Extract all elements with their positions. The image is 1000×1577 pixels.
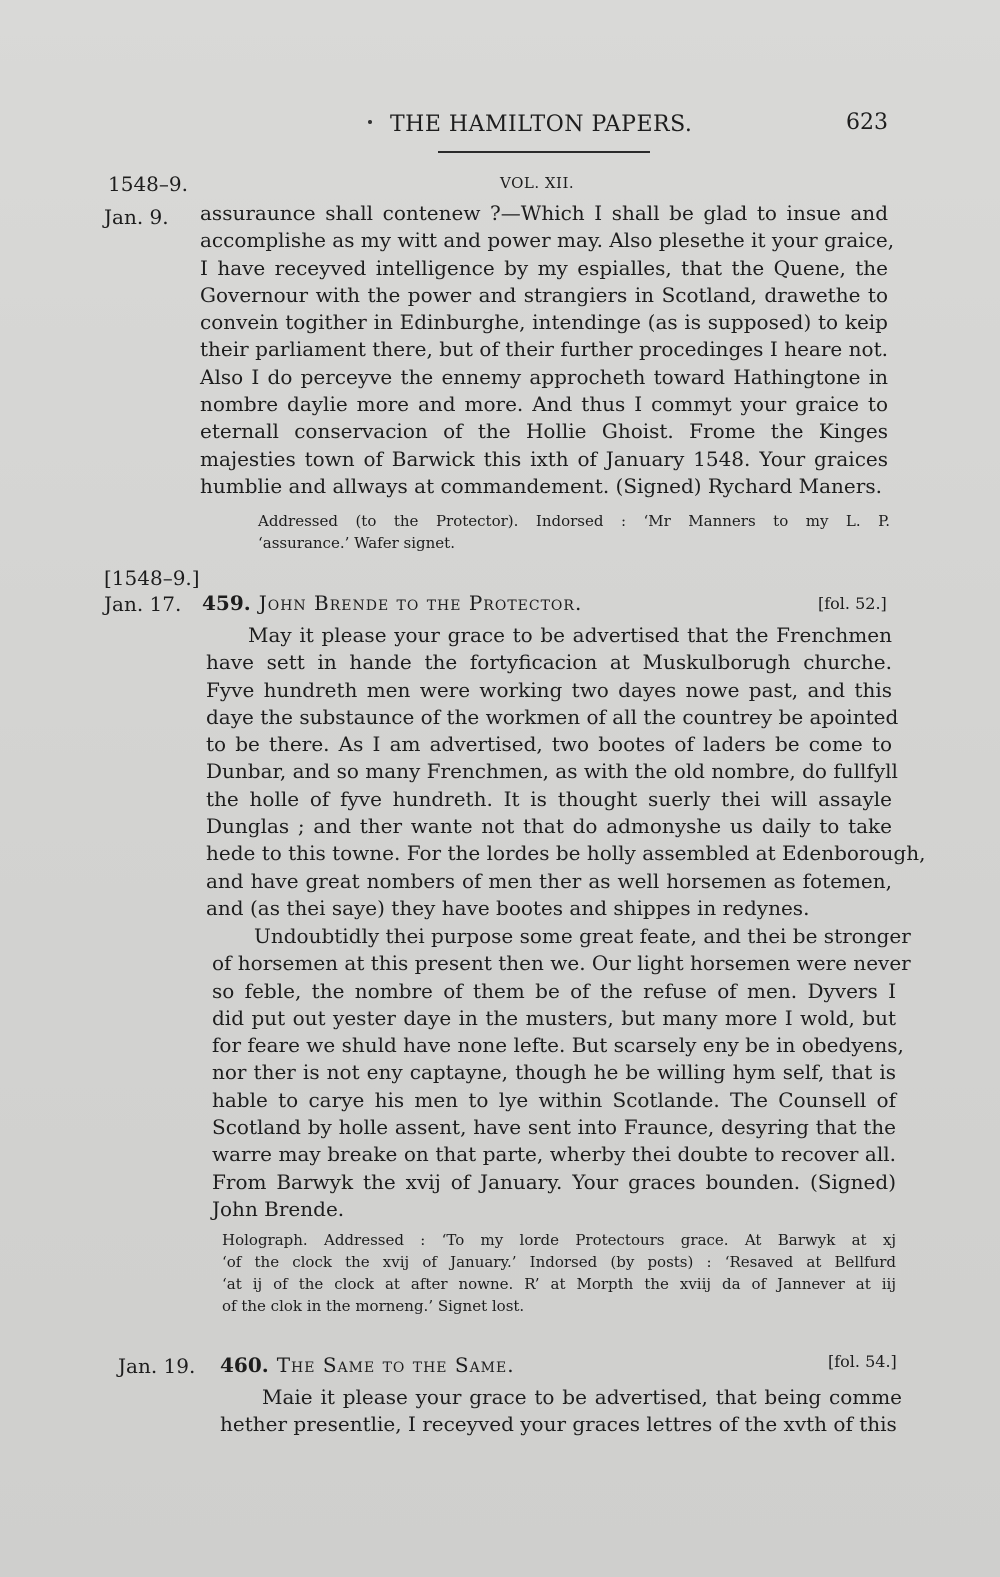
text-line: eternall conservacion of the Hollie Ghoist. Frome the Kinges [200, 419, 888, 444]
text-line: hether presentlie, I receyved your graces lettres of the xvth of this [220, 1412, 897, 1437]
margin-date-jan19: Jan. 19. [118, 1354, 196, 1378]
text-line: Dunbar, and so many Frenchmen, as with the old nombre, do fullfyll [206, 759, 898, 784]
text-line: Undoubtidly thei purpose some great feate, and thei be stronger [254, 924, 911, 948]
margin-date-jan17: Jan. 17. [104, 592, 182, 616]
text-line: Dunglas ; and ther wante not that do admonyshe us daily to take [206, 814, 892, 839]
page-number: 623 [846, 110, 888, 135]
text-line: ‘of the clock the xvij of January.’ Indorsed (by posts) : ‘Resaved at Bellfurd [222, 1253, 896, 1271]
print-speck [368, 120, 372, 124]
letter-459-note [222, 1229, 896, 1317]
letter-460-heading [220, 1353, 515, 1377]
text-line: of the clok in the morneng.’ Signet lost. [222, 1297, 525, 1315]
text-line: ‘at ij of the clock at after nowne. R’ at Morpth the xviij da of Jannever at iij [222, 1275, 896, 1293]
text-line: From Barwyk the xvij of January. Your graces bounden. (Signed) [212, 1169, 896, 1194]
letter-459-para1 [206, 622, 926, 922]
text-line: May it please your grace to be advertised that the Frenchmen [248, 623, 892, 647]
text-line: John Brende. [212, 1196, 345, 1221]
text-line: Addressed (to the Protector). Indorsed : ‘Mr Manners to my L. P. [258, 512, 890, 530]
letter-460-body [220, 1384, 902, 1439]
text-line: assuraunce shall contenew ?—Which I shall be glad to insue and [200, 201, 888, 225]
text-line: Holograph. Addressed : ‘To my lorde Protectours grace. At Barwyk at xj [222, 1231, 896, 1249]
letter-title: The Same to the Same. [276, 1353, 515, 1377]
margin-date-bracket: [1548–9.] [104, 566, 200, 590]
text-line: so feble, the nombre of them be of the refuse of men. Dyvers I [212, 978, 896, 1003]
text-line: and (as thei saye) they have bootes and shippes in redynes. [206, 895, 810, 920]
letter-459-para2 [212, 923, 911, 1223]
text-line: to be there. As I am advertised, two bootes of laders be come to [206, 732, 892, 757]
running-title: THE HAMILTON PAPERS. [390, 112, 693, 137]
text-line: Governour with the power and strangiers in Scotland, drawethe to [200, 282, 888, 307]
letter-number: 459. [202, 591, 251, 615]
text-line: Maie it please your grace to be advertised, that being comme [262, 1385, 902, 1409]
margin-date-jan9: Jan. 9. [104, 205, 169, 229]
text-line: I have receyved intelligence by my espialles, that the Quene, the [200, 255, 888, 280]
text-line: and have great nombers of men ther as well horsemen as fotemen, [206, 868, 892, 893]
text-line: hable to carye his men to lye within Scotlande. The Counsell of [212, 1087, 896, 1112]
header-rule [438, 151, 650, 153]
text-line: their parliament there, but of their further procedinges I heare not. [200, 337, 888, 362]
folio-ref-54: [fol. 54.] [828, 1352, 897, 1371]
text-line: daye the substaunce of the workmen of all the countrey be apointed [206, 704, 899, 729]
text-line: hede to this towne. For the lordes be holly assembled at Edenborough, [206, 841, 926, 866]
text-line: accomplishe as my witt and power may. Also plesethe it your graice, [200, 228, 895, 253]
text-line: Also I do perceyve the ennemy approcheth toward Hathingtone in [200, 364, 888, 389]
text-line: have sett in hande the fortyficacion at Muskulborugh churche. [206, 650, 892, 675]
text-line: did put out yester daye in the musters, but many more I wold, but [212, 1005, 896, 1030]
letter-458-note [258, 510, 890, 554]
letter-459-heading [202, 591, 582, 615]
text-line: humblie and allways at commandement. (Signed) Rychard Maners. [200, 473, 882, 498]
letter-458-body [200, 200, 895, 500]
text-line: of horsemen at this present then we. Our light horsemen were never [212, 951, 911, 976]
letter-number: 460. [220, 1353, 269, 1377]
volume-label: VOL. XII. [500, 174, 575, 192]
text-line: Fyve hundreth men were working two dayes nowe past, and this [206, 677, 892, 702]
text-line: warre may breake on that parte, wherby thei doubte to recover all. [212, 1142, 896, 1167]
text-line: for feare we shuld have none lefte. But scarsely eny be in obedyens, [212, 1033, 904, 1058]
text-line: the holle of fyve hundreth. It is thought suerly thei will assayle [206, 786, 892, 811]
text-line: nombre daylie more and more. And thus I commyt your graice to [200, 392, 888, 417]
letter-title: John Brende to the Protector. [258, 591, 583, 615]
text-line: ‘assurance.’ Wafer signet. [258, 534, 455, 552]
text-line: nor ther is not eny captayne, though he be willing hym self, that is [212, 1060, 896, 1085]
text-line: Scotland by holle assent, have sent into Fraunce, desyring that the [212, 1115, 896, 1140]
margin-year: 1548–9. [108, 172, 188, 196]
text-line: majesties town of Barwick this ixth of January 1548. Your graices [200, 446, 888, 471]
folio-ref-52: [fol. 52.] [818, 594, 887, 613]
text-line: convein togither in Edinburghe, intendinge (as is supposed) to keip [200, 310, 888, 335]
